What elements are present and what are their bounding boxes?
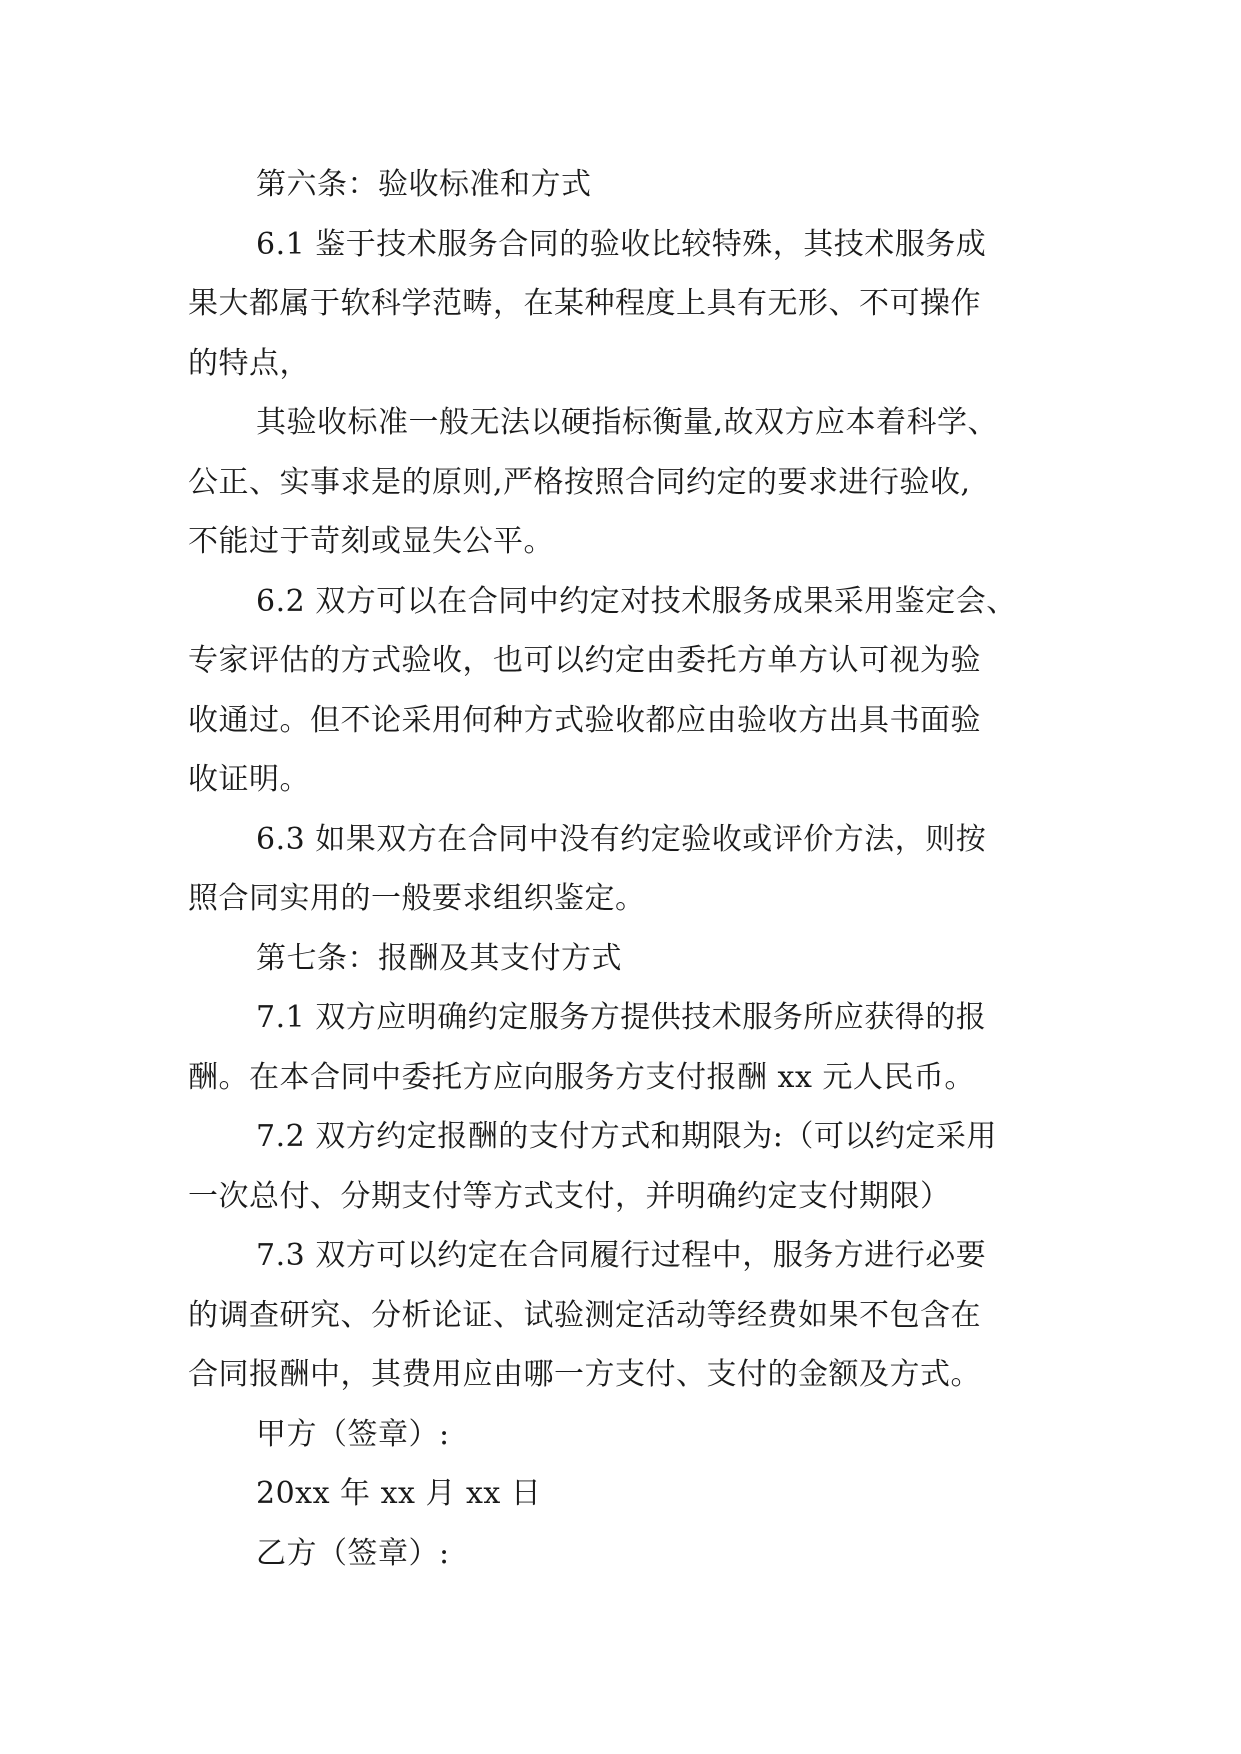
party-a-signature: 甲方（签章）: [256,1416,450,1452]
clause-6-2-line-1: 6.2 双方可以在合同中约定对技术服务成果采用鉴定会、 [256,583,1017,619]
clause-6-3-line-2: 照合同实用的一般要求组织鉴定。 [188,881,646,916]
clause-7-3-line-2: 的调查研究、分析论证、试验测定活动等经费如果不包含在 [188,1297,981,1333]
clause-6-2-line-3: 收通过。但不论采用何种方式验收都应由验收方出具书面验 [188,702,981,738]
clause-6-1-cont-line-3: 不能过于苛刻或显失公平。 [188,524,554,559]
party-b-signature: 乙方（签章）: [256,1535,450,1571]
clause-6-1-line-1: 6.1 鉴于技术服务合同的验收比较特殊，其技术服务成 [256,226,987,262]
clause-7-3-line-1: 7.3 双方可以约定在合同履行过程中，服务方进行必要 [256,1238,987,1273]
clause-6-3-line-1: 6.3 如果双方在合同中没有约定验收或评价方法，则按 [256,821,987,857]
clause-6-2-line-4: 收证明。 [188,762,310,797]
clause-7-1-line-2: 酬。在本合同中委托方应向服务方支付报酬 xx 元人民币。 [188,1059,975,1095]
clause-6-1-cont-line-2: 公正、实事求是的原则,严格按照合同约定的要求进行验收, [188,464,971,500]
clause-6-1-cont-line-1: 其验收标准一般无法以硬指标衡量,故双方应本着科学、 [256,405,999,440]
clause-7-1-line-1: 7.1 双方应明确约定服务方提供技术服务所应获得的报 [256,1000,987,1035]
clause-6-1-line-2: 果大都属于软科学范畴，在某种程度上具有无形、不可操作 [188,286,981,321]
article-7-heading: 第七条：报酬及其支付方式 [256,940,622,976]
clause-7-3-line-3: 合同报酬中，其费用应由哪一方支付、支付的金额及方式。 [188,1357,981,1392]
clause-6-1-line-3: 的特点， [188,345,310,381]
signature-date: 20xx 年 xx 月 xx 日 [256,1476,542,1511]
clause-6-2-line-2: 专家评估的方式验收，也可以约定由委托方单方认可视为验 [188,643,981,678]
clause-7-2-line-1: 7.2 双方约定报酬的支付方式和期限为:（可以约定采用 [256,1119,997,1154]
document-body [188,155,1068,1583]
article-6-heading: 第六条：验收标准和方式 [256,167,592,202]
clause-7-2-line-2: 一次总付、分期支付等方式支付，并明确约定支付期限） [188,1178,951,1214]
